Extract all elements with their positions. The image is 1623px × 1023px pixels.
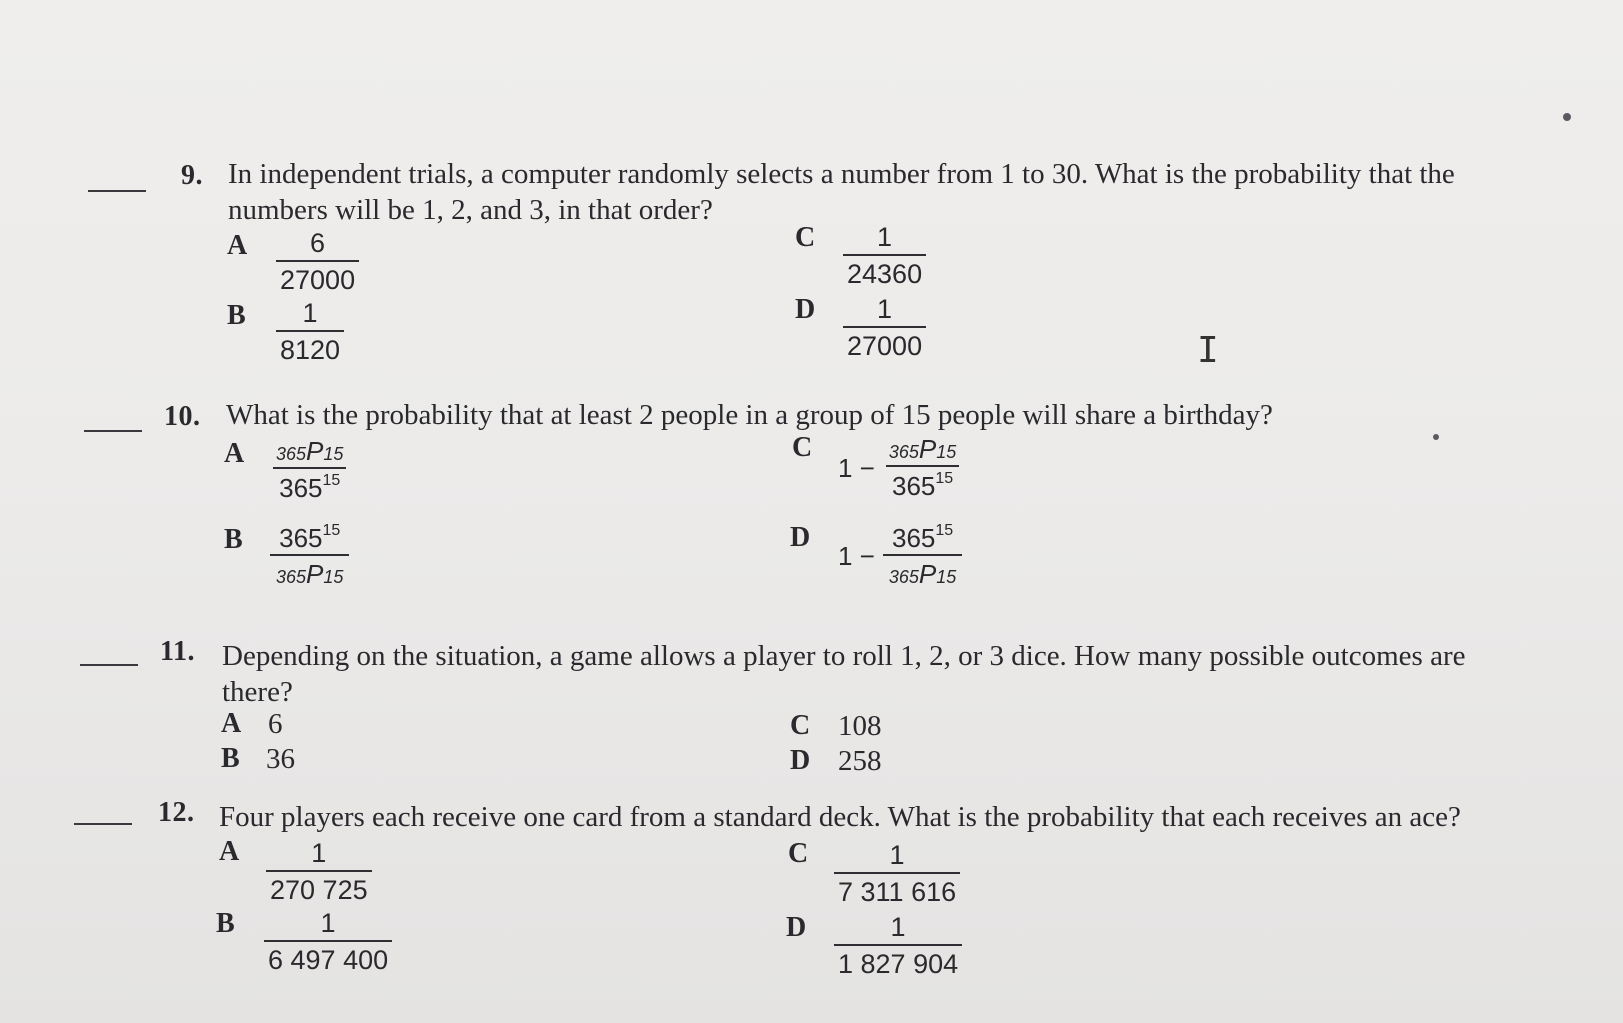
option-letter: D (790, 745, 811, 776)
option-fraction[interactable] (834, 840, 960, 907)
perm-r: 15 (323, 567, 344, 587)
option-fraction[interactable] (834, 912, 962, 979)
answer-blank-q9[interactable] (88, 190, 146, 192)
answer-blank-q10[interactable] (84, 430, 142, 432)
option-letter: B (221, 743, 240, 774)
perm-n: 365 (276, 444, 307, 464)
option-value[interactable]: 258 (838, 745, 882, 777)
option-expression[interactable] (270, 522, 349, 590)
power-base: 365 (279, 523, 323, 553)
fraction-numerator: 1 (890, 912, 906, 942)
fraction-denominator: 6 497 400 (264, 940, 392, 975)
perm-symbol: P (306, 559, 324, 589)
expression-prefix: 1 − (838, 452, 875, 483)
option-letter: C (792, 432, 813, 463)
perm-symbol: P (918, 559, 937, 589)
question-number: 12. (158, 797, 195, 828)
option-letter: A (221, 708, 242, 739)
option-fraction[interactable] (843, 222, 926, 289)
question-text: In independent trials, a computer randomly selects a number from 1 to 30. What is the probability that the numbers will be 1, 2, and 3, in that order? (228, 158, 1455, 226)
option-fraction (883, 522, 962, 590)
option-expression[interactable] (270, 436, 349, 504)
power-base: 365 (279, 473, 323, 503)
option-fraction (270, 522, 349, 590)
question-number: 10. (164, 401, 201, 432)
option-expression[interactable] (838, 522, 962, 590)
option-letter: A (227, 230, 248, 261)
question-text: What is the probability that at least 2 people in a group of 15 people will share a birthday? (226, 399, 1273, 431)
fraction-numerator: 1 (320, 908, 336, 938)
fraction-denominator: 27000 (843, 326, 926, 361)
option-letter: D (790, 522, 811, 553)
perm-n: 365 (888, 442, 919, 462)
option-fraction[interactable] (264, 908, 392, 975)
perm-symbol: P (306, 436, 324, 466)
perm-r: 15 (936, 567, 957, 587)
option-expression[interactable] (838, 434, 962, 502)
perm-r: 15 (936, 442, 957, 462)
power-exponent: 15 (935, 522, 954, 539)
fraction-numerator: 1 (877, 294, 893, 324)
fraction-denominator: 1 827 904 (834, 944, 962, 979)
fraction-denominator: 7 311 616 (834, 872, 960, 907)
mark-dot (1563, 113, 1571, 121)
power-base: 365 (891, 523, 936, 553)
option-letter: A (224, 438, 245, 469)
power-exponent: 15 (322, 522, 341, 539)
power-base: 365 (891, 471, 936, 501)
question-number: 11. (160, 636, 195, 667)
text-cursor-icon: I (1197, 330, 1219, 371)
option-letter: D (795, 294, 816, 325)
fraction-numerator: 1 (302, 298, 318, 328)
option-value[interactable]: 36 (266, 743, 295, 775)
option-letter: B (224, 524, 243, 555)
option-fraction (270, 436, 349, 504)
option-letter: D (786, 912, 807, 943)
fraction-numerator: 1 (311, 838, 327, 868)
perm-n: 365 (888, 567, 919, 587)
power-exponent: 15 (935, 470, 954, 487)
perm-n: 365 (276, 567, 307, 587)
perm-symbol: P (918, 434, 937, 464)
option-fraction[interactable] (276, 298, 344, 365)
question-text: Depending on the situation, a game allows a player to roll 1, 2, or 3 dice. How many possible outcomes are there? (222, 640, 1466, 708)
option-fraction[interactable] (276, 228, 359, 295)
option-letter: B (227, 300, 246, 331)
expression-prefix: 1 − (838, 540, 875, 571)
option-value[interactable]: 108 (838, 710, 882, 742)
option-letter: C (795, 222, 816, 253)
fraction-denominator: 27000 (276, 260, 359, 295)
option-fraction (883, 434, 962, 502)
option-fraction[interactable] (843, 294, 926, 361)
mark-dot (1433, 434, 1439, 440)
option-letter: A (219, 836, 240, 867)
option-letter: C (788, 838, 809, 869)
answer-blank-q11[interactable] (80, 664, 138, 666)
perm-r: 15 (323, 444, 344, 464)
question-number: 9. (181, 160, 203, 191)
fraction-denominator: 24360 (843, 254, 926, 289)
option-value[interactable]: 6 (268, 708, 283, 740)
fraction-numerator: 6 (310, 228, 326, 258)
option-fraction[interactable] (266, 838, 372, 905)
question-text: Four players each receive one card from a standard deck. What is the probability that each receives an ace? (219, 801, 1461, 833)
fraction-denominator: 8120 (276, 330, 344, 365)
fraction-numerator: 1 (889, 840, 905, 870)
power-exponent: 15 (322, 472, 341, 489)
fraction-denominator: 270 725 (266, 870, 372, 905)
answer-blank-q12[interactable] (74, 823, 132, 825)
option-letter: C (790, 710, 811, 741)
option-letter: B (216, 908, 235, 939)
fraction-numerator: 1 (877, 222, 893, 252)
